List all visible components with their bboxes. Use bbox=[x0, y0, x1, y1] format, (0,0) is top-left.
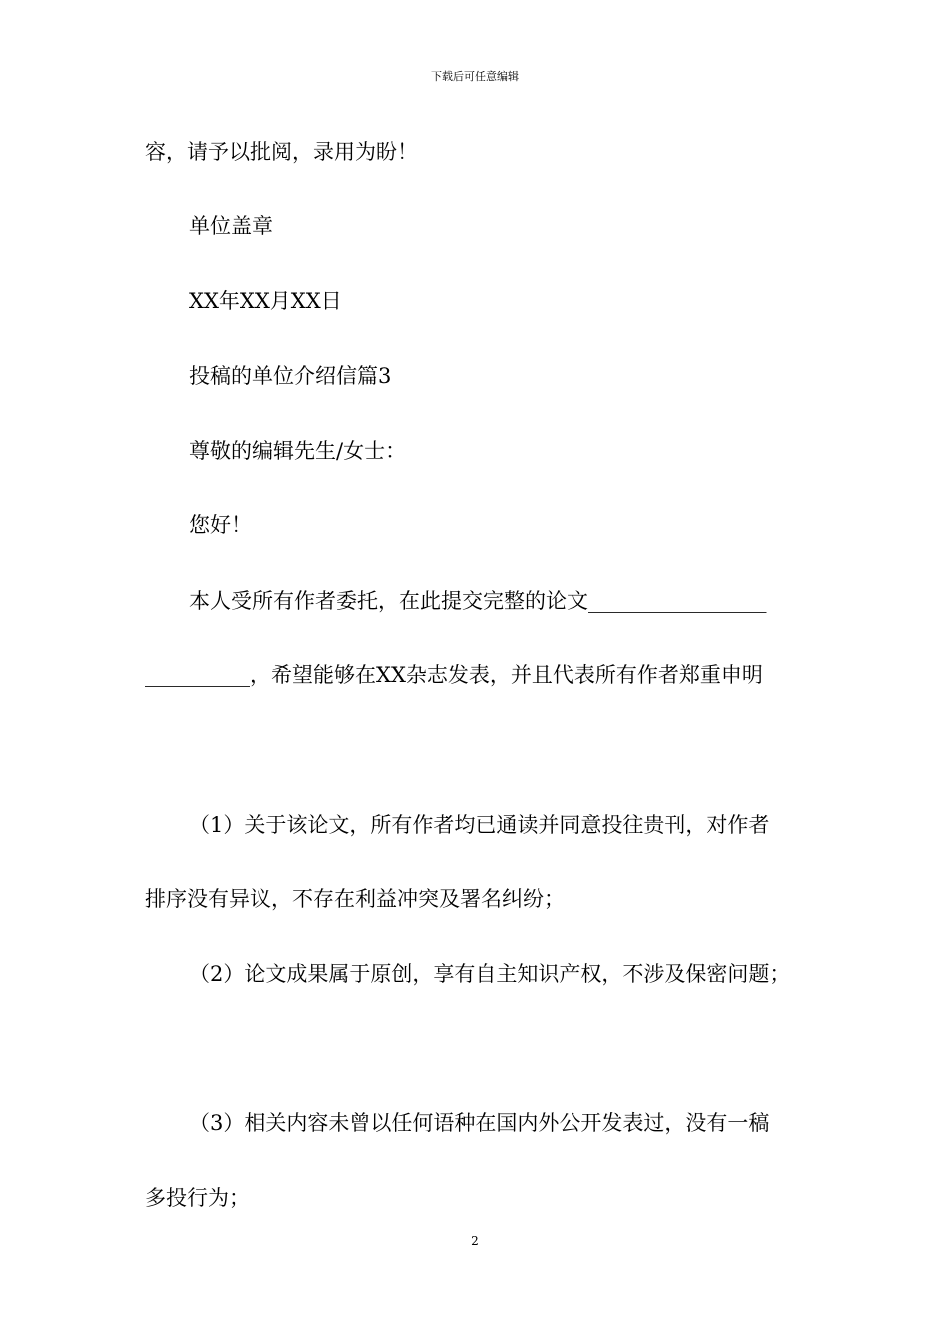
body-line-3: XX年XX月XX日 bbox=[189, 289, 342, 313]
body-line-11: （2）论文成果属于原创，享有自主知识产权，不涉及保密问题； bbox=[189, 962, 791, 986]
body-line-8: __________，希望能够在XX杂志发表，并且代表所有作者郑重申明 bbox=[145, 663, 763, 687]
body-line-7: 本人受所有作者委托，在此提交完整的论文_________________ bbox=[189, 589, 767, 613]
body-line-5: 尊敬的编辑先生/女士： bbox=[189, 439, 407, 463]
body-line-13: 多投行为； bbox=[145, 1186, 250, 1210]
body-line-10: 排序没有异议，不存在利益冲突及署名纠纷； bbox=[145, 887, 565, 911]
body-line-4: 投稿的单位介绍信篇3 bbox=[189, 364, 392, 388]
body-line-2: 单位盖章 bbox=[189, 214, 273, 238]
body-line-9: （1）关于该论文，所有作者均已通读并同意投往贵刊，对作者 bbox=[189, 813, 770, 837]
page-number: 2 bbox=[471, 1234, 479, 1248]
body-line-6: 您好！ bbox=[189, 513, 252, 537]
body-line-12: （3）相关内容未曾以任何语种在国内外公开发表过，没有一稿 bbox=[189, 1111, 770, 1135]
page-header: 下载后可任意编辑 bbox=[431, 70, 519, 83]
body-line-1: 容，请予以批阅，录用为盼！ bbox=[145, 140, 418, 164]
